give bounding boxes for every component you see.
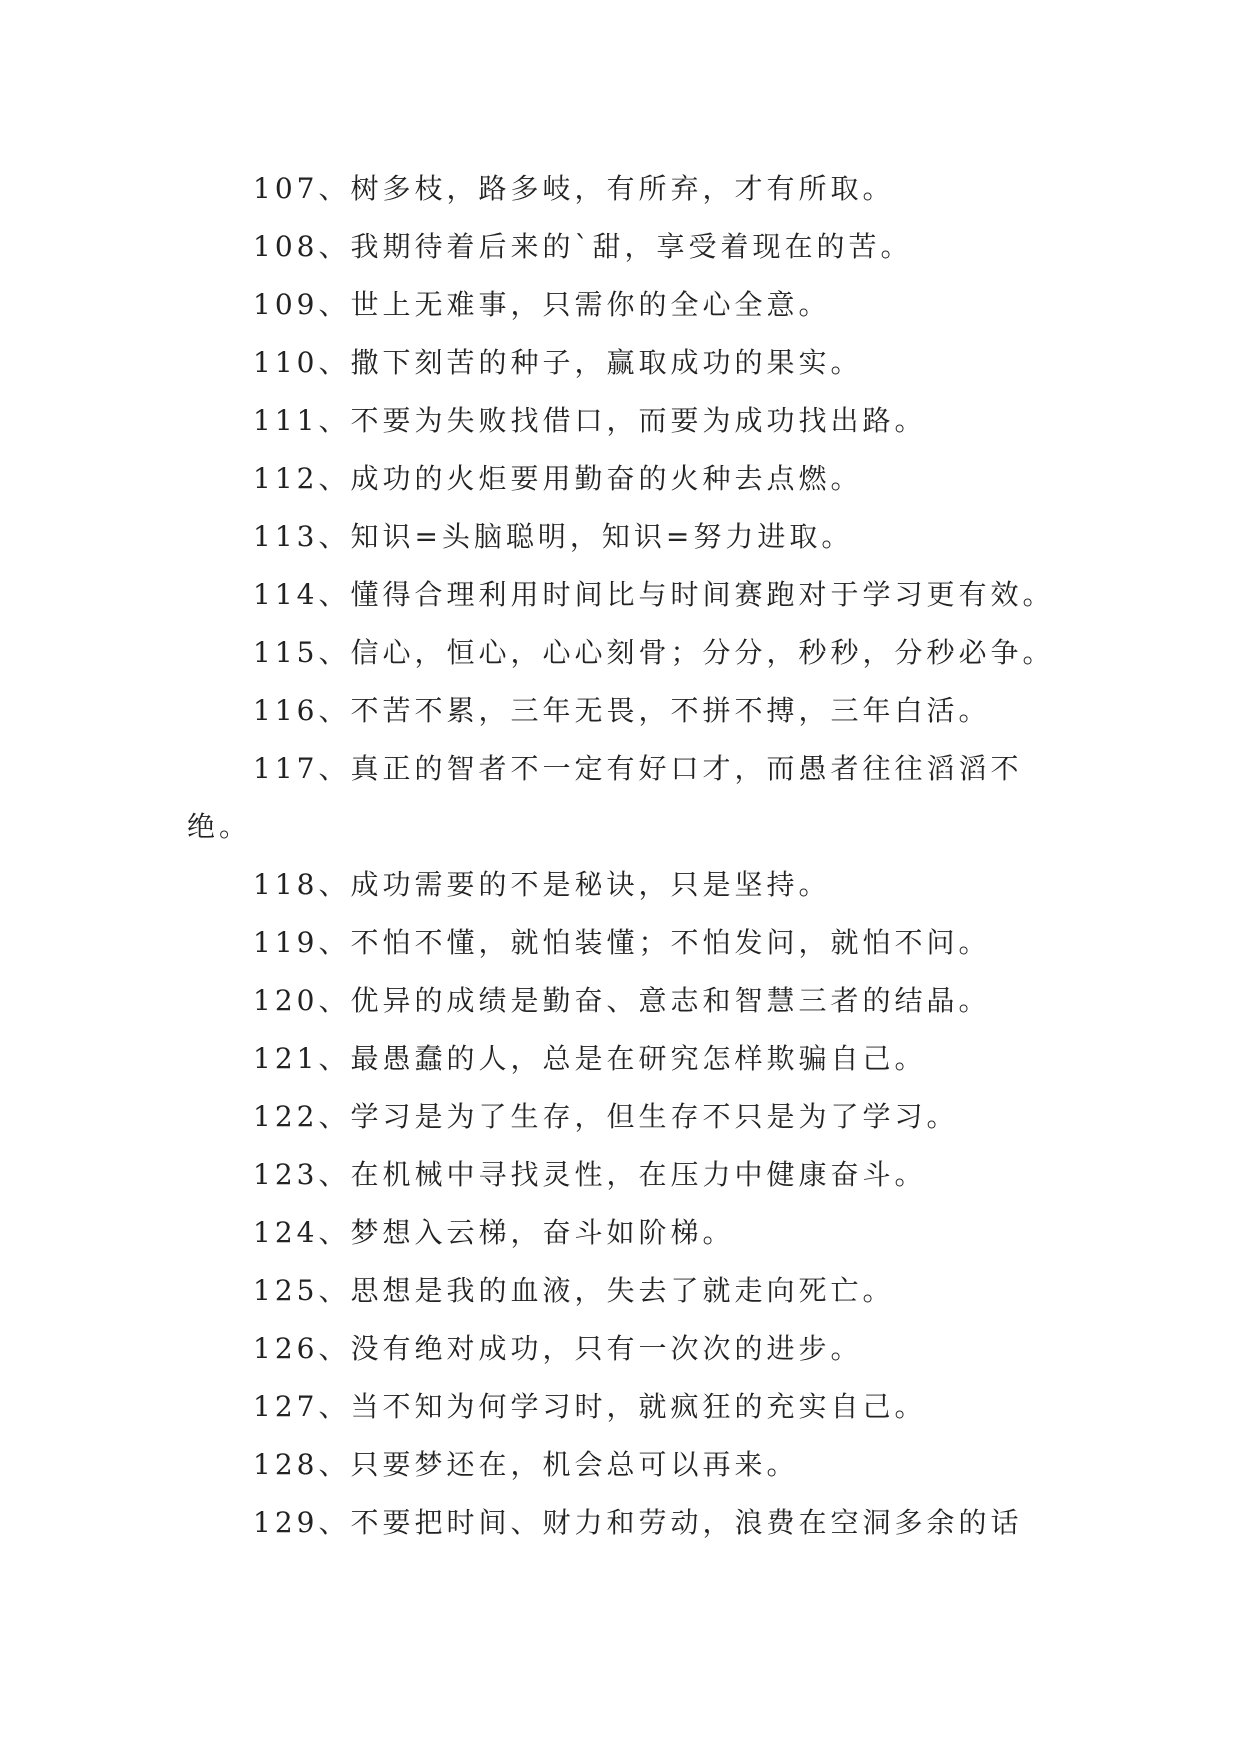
quote-119: 119、不怕不懂，就怕装懂；不怕发问，就怕不问。 <box>253 926 991 959</box>
quote-124: 124、梦想入云梯，奋斗如阶梯。 <box>253 1216 735 1249</box>
quote-120: 120、优异的成绩是勤奋、意志和智慧三者的结晶。 <box>253 984 991 1017</box>
quote-113: 113、知识=头脑聪明，知识=努力进取。 <box>253 520 854 553</box>
quote-126: 126、没有绝对成功，只有一次次的进步。 <box>253 1332 863 1365</box>
quote-116: 116、不苦不累，三年无畏，不拼不搏，三年白活。 <box>253 694 991 727</box>
quote-107: 107、树多枝，路多岐，有所弃，才有所取。 <box>253 172 895 205</box>
quote-114: 114、懂得合理利用时间比与时间赛跑对于学习更有效。 <box>253 578 1055 611</box>
quote-list <box>187 160 1067 1552</box>
quote-115: 115、信心，恒心，心心刻骨；分分，秒秒，分秒必争。 <box>253 636 1055 669</box>
quote-118: 118、成功需要的不是秘诀，只是坚持。 <box>253 868 831 901</box>
quote-110: 110、撒下刻苦的种子，赢取成功的果实。 <box>253 346 863 379</box>
quote-109: 109、世上无难事，只需你的全心全意。 <box>253 288 831 321</box>
quote-122: 122、学习是为了生存，但生存不只是为了学习。 <box>253 1100 959 1133</box>
quote-111: 111、不要为失败找借口，而要为成功找出路。 <box>253 404 927 437</box>
quote-121: 121、最愚蠢的人，总是在研究怎样欺骗自己。 <box>253 1042 927 1075</box>
quote-127: 127、当不知为何学习时，就疯狂的充实自己。 <box>253 1390 927 1423</box>
quote-128: 128、只要梦还在，机会总可以再来。 <box>253 1448 799 1481</box>
quote-112: 112、成功的火炬要用勤奋的火种去点燃。 <box>253 462 863 495</box>
quote-108: 108、我期待着后来的`甜，享受着现在的苦。 <box>253 230 913 263</box>
quote-117: 117、真正的智者不一定有好口才，而愚者往往滔滔不绝。 <box>187 752 1023 843</box>
quote-123: 123、在机械中寻找灵性，在压力中健康奋斗。 <box>253 1158 927 1191</box>
quote-125: 125、思想是我的血液，失去了就走向死亡。 <box>253 1274 895 1307</box>
quote-129: 129、不要把时间、财力和劳动，浪费在空洞多余的话 <box>253 1506 1023 1539</box>
